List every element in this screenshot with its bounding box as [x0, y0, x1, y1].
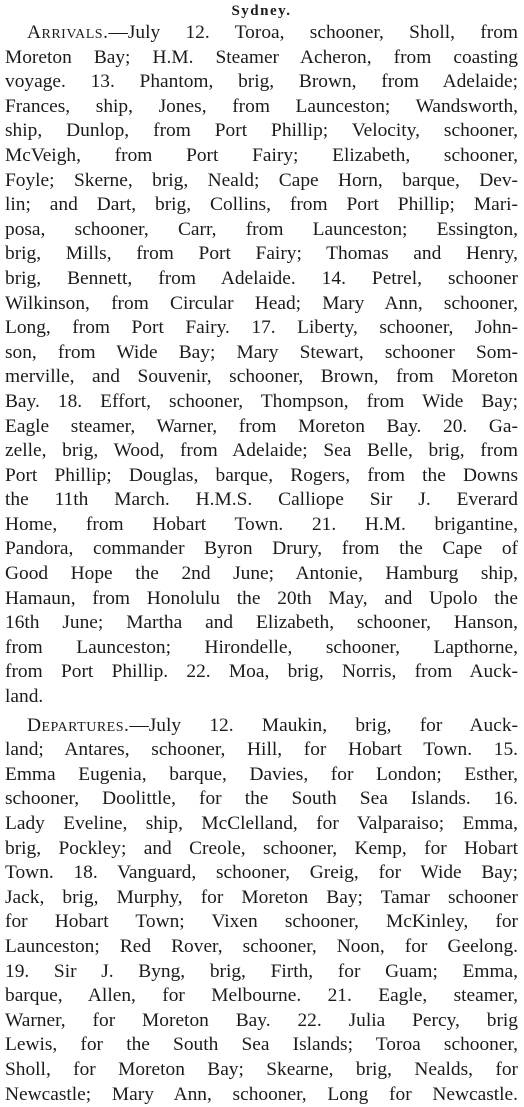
departures-line: Sholl, for Moreton Bay; Skearne, brig, Nealds, for — [5, 1058, 518, 1080]
departures-line: Newcastle; Mary Ann, schooner, Long for Newcastle. — [5, 1083, 518, 1105]
arrivals-line: Wilkinson, from Circular Head; Mary Ann, schooner, — [5, 292, 518, 314]
arrivals-line: posa, schooner, Carr, from Launceston; Essington, — [5, 218, 518, 240]
arrivals-line: McVeigh, from Port Fairy; Elizabeth, schooner, — [5, 144, 518, 166]
arrivals-line: ship, Dunlop, from Port Phillip; Velocity, schooner, — [5, 120, 518, 142]
arrivals-line: Frances, ship, Jones, from Launceston; Wandsworth, — [5, 95, 518, 117]
departures-line: Warner, for Moreton Bay. 22. Julia Percy, brig — [5, 1009, 518, 1031]
departures-lead: Departures. — [27, 714, 130, 736]
departures-line: schooner, Doolittle, for the South Sea Islands. 16. — [5, 788, 518, 810]
arrivals-line: Pandora, commander Byron Drury, from the Cape of — [5, 538, 518, 560]
departures-line: Jack, brig, Murphy, for Moreton Bay; Tamar schooner — [5, 886, 518, 908]
departures-section — [5, 714, 518, 1107]
arrivals-line: 16th June; Martha and Elizabeth, schooner, Hanson, — [5, 612, 518, 634]
arrivals-line: merville, and Souvenir, schooner, Brown, from Moreton — [5, 366, 518, 388]
arrivals-line: land. — [5, 686, 44, 708]
arrivals-line: from Launceston; Hirondelle, schooner, Lapthorne, — [5, 636, 518, 658]
arrivals-line: son, from Wide Bay; Mary Stewart, schooner Som- — [5, 341, 518, 363]
arrivals-line: brig, Mills, from Port Fairy; Thomas and Henry, — [5, 243, 518, 265]
departures-line: barque, Allen, for Melbourne. 21. Eagle, steamer, — [5, 985, 518, 1007]
departures-line-text: —July 12. Maukin, brig, for Auck- — [129, 714, 518, 736]
departures-line: land; Antares, schooner, Hill, for Hobart Town. 15. — [5, 739, 518, 761]
arrivals-line: Good Hope the 2nd June; Antonie, Hamburg ship, — [5, 563, 518, 585]
departures-line: Launceston; Red Rover, schooner, Noon, for Geelong. — [5, 935, 518, 957]
arrivals-line: zelle, brig, Wood, from Adelaide; Sea Belle, brig, from — [5, 440, 518, 462]
arrivals-line: Bay. 18. Effort, schooner, Thompson, from Wide Bay; — [5, 390, 518, 412]
arrivals-line: voyage. 13. Phantom, brig, Brown, from Adelaide; — [5, 71, 518, 93]
arrivals-line: Foyle; Skerne, brig, Neald; Cape Horn, barque, Dev- — [5, 169, 518, 191]
arrivals-line: lin; and Dart, brig, Collins, from Port Phillip; Mari- — [5, 194, 518, 216]
arrivals-line: Hamaun, from Honolulu the 20th May, and Upolo the — [5, 587, 518, 609]
arrivals-line: the 11th March. H.M.S. Calliope Sir J. Everard — [5, 489, 518, 511]
arrivals-line-text: —July 12. Toroa, schooner, Sholl, from — [108, 22, 518, 43]
section-heading: Sydney. — [231, 3, 292, 19]
arrivals-section — [5, 21, 518, 710]
arrivals-lead: Arrivals. — [27, 22, 109, 43]
arrivals-line: Eagle steamer, Warner, from Moreton Bay. 20. Ga- — [5, 415, 518, 437]
arrivals-line — [5, 21, 518, 46]
departures-line: Emma Eugenia, barque, Davies, for London; Esther, — [5, 763, 518, 785]
departures-line: Lady Eveline, ship, McClelland, for Valparaiso; Emma, — [5, 813, 518, 834]
arrivals-line: Long, from Port Fairy. 17. Liberty, schooner, John- — [5, 317, 518, 339]
departures-line: Lewis, for the South Sea Islands; Toroa schooner, — [5, 1034, 518, 1056]
departures-line: 19. Sir J. Byng, brig, Firth, for Guam; Emma, — [5, 960, 518, 982]
arrivals-line: brig, Bennett, from Adelaide. 14. Petrel, schooner — [5, 267, 518, 289]
departures-line: Town. 18. Vanguard, schooner, Greig, for Wide Bay; — [5, 862, 518, 884]
arrivals-line: from Port Phillip. 22. Moa, brig, Norris, from Auck- — [5, 661, 518, 683]
departures-line — [5, 714, 518, 739]
arrivals-line: Port Phillip; Douglas, barque, Rogers, from the Downs — [5, 464, 518, 486]
arrivals-line: Moreton Bay; H.M. Steamer Acheron, from coasting — [5, 46, 518, 68]
departures-line: brig, Pockley; and Creole, schooner, Kemp, for Hobart — [5, 837, 518, 859]
arrivals-line: Home, from Hobart Town. 21. H.M. brigantine, — [5, 513, 518, 535]
departures-line: for Hobart Town; Vixen schooner, McKinley, for — [5, 911, 518, 933]
